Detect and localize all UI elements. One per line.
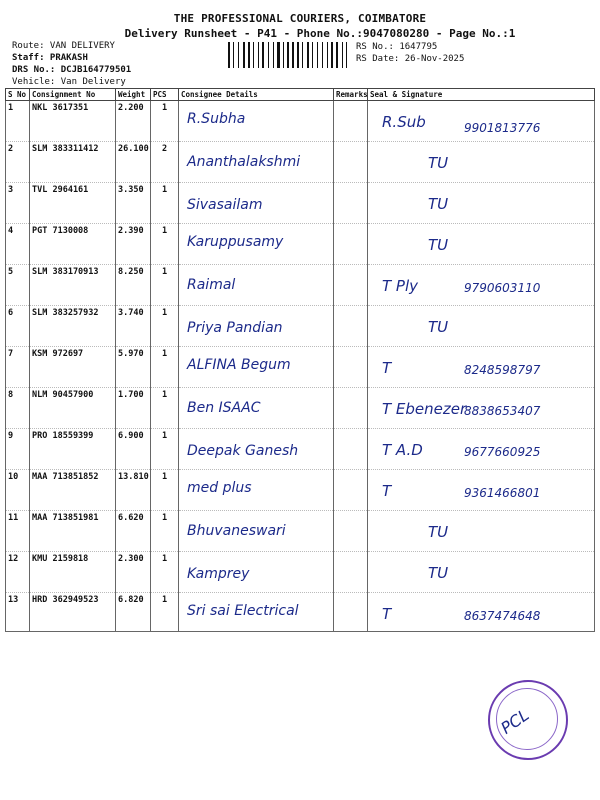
handwritten-consignee: Ananthalakshmi [187, 154, 301, 170]
handwritten-signature: TU [428, 236, 449, 254]
col-seal-signature: Seal & Signature [368, 89, 595, 101]
row-signature [368, 429, 595, 470]
row-signature [368, 142, 595, 183]
row-consignee [179, 183, 334, 224]
row-signature [368, 511, 595, 552]
company-title: THE PROFESSIONAL COURIERS, COIMBATORE [173, 12, 427, 25]
drs-field: DRS No.: DCJB164779501 [12, 65, 132, 75]
row-weight: 3.740 [116, 306, 151, 347]
row-consignee [179, 347, 334, 388]
row-consignment-no: NLM 90457900 [30, 388, 116, 429]
handwritten-signature: T Ebenezer [382, 400, 467, 418]
row-signature [368, 183, 595, 224]
handwritten-phone: 9361466801 [464, 486, 541, 500]
row-consignment-no: NKL 3617351 [30, 101, 116, 142]
row-consignee [179, 511, 334, 552]
row-consignee [179, 552, 334, 593]
handwritten-phone: 9901813776 [464, 121, 541, 135]
row-weight: 8.250 [116, 265, 151, 306]
row-remarks [334, 470, 368, 511]
row-signature [368, 265, 595, 306]
row-sno: 12 [6, 552, 30, 593]
handwritten-phone: 9677660925 [464, 445, 541, 459]
rs-number-field: RS No.: 1647795 [356, 42, 438, 52]
row-remarks [334, 265, 368, 306]
row-sno: 7 [6, 347, 30, 388]
handwritten-consignee: Sivasailam [187, 197, 263, 213]
row-pcs: 1 [151, 306, 179, 347]
row-pcs: 1 [151, 224, 179, 265]
row-sno: 9 [6, 429, 30, 470]
row-weight: 5.970 [116, 347, 151, 388]
row-sno: 4 [6, 224, 30, 265]
row-consignee [179, 265, 334, 306]
runsheet-subtitle: Delivery Runsheet - P41 - Phone No.:9047080280 - Page No.:1 [124, 27, 516, 40]
row-consignee [179, 388, 334, 429]
row-consignee [179, 142, 334, 183]
row-sno: 11 [6, 511, 30, 552]
row-remarks [334, 511, 368, 552]
row-signature [368, 101, 595, 142]
row-pcs: 2 [151, 142, 179, 183]
row-weight: 6.900 [116, 429, 151, 470]
table-row [6, 183, 595, 224]
handwritten-phone: 8248598797 [464, 363, 541, 377]
rs-date-field: RS Date: 26-Nov-2025 [356, 54, 465, 64]
col-remarks: Remarks [334, 89, 368, 101]
handwritten-consignee: Deepak Ganesh [187, 443, 299, 459]
table-header-row [6, 89, 595, 101]
row-consignment-no: KMU 2159818 [30, 552, 116, 593]
row-pcs: 1 [151, 511, 179, 552]
row-sno: 5 [6, 265, 30, 306]
row-signature [368, 388, 595, 429]
handwritten-phone: 9790603110 [464, 281, 541, 295]
row-pcs: 1 [151, 101, 179, 142]
row-remarks [334, 347, 368, 388]
handwritten-consignee: Ben ISAAC [187, 400, 261, 416]
handwritten-consignee: Bhuvaneswari [187, 523, 286, 539]
barcode-icon [228, 42, 352, 68]
row-remarks [334, 388, 368, 429]
handwritten-signature: TU [428, 154, 449, 172]
handwritten-signature: TU [428, 195, 449, 213]
row-consignment-no: SLM 383257932 [30, 306, 116, 347]
row-consignee [179, 429, 334, 470]
handwritten-signature: TU [428, 318, 449, 336]
row-remarks [334, 142, 368, 183]
vehicle-field: Vehicle: Van Delivery [12, 77, 126, 87]
row-pcs: 1 [151, 388, 179, 429]
table-row [6, 429, 595, 470]
handwritten-consignee: R.Subha [187, 111, 246, 127]
handwritten-consignee: ALFINA Begum [187, 357, 291, 373]
row-consignee [179, 470, 334, 511]
row-weight: 1.700 [116, 388, 151, 429]
row-weight: 26.100 [116, 142, 151, 183]
table-row [6, 470, 595, 511]
handwritten-signature: TU [428, 564, 449, 582]
row-signature [368, 593, 595, 632]
row-sno: 13 [6, 593, 30, 632]
row-remarks [334, 306, 368, 347]
row-pcs: 1 [151, 470, 179, 511]
row-signature [368, 552, 595, 593]
row-remarks [334, 224, 368, 265]
col-consignee: Consignee Details [179, 89, 334, 101]
table-row [6, 101, 595, 142]
table-row [6, 142, 595, 183]
row-remarks [334, 183, 368, 224]
row-pcs: 1 [151, 552, 179, 593]
col-weight: Weight [116, 89, 151, 101]
handwritten-consignee: Kamprey [187, 566, 250, 582]
row-pcs: 1 [151, 183, 179, 224]
row-pcs: 1 [151, 265, 179, 306]
row-weight: 13.810 [116, 470, 151, 511]
col-consignment: Consignment No [30, 89, 116, 101]
row-consignment-no: SLM 383311412 [30, 142, 116, 183]
row-consignment-no: MAA 713851852 [30, 470, 116, 511]
row-sno: 3 [6, 183, 30, 224]
staff-field: Staff: PRAKASH [12, 53, 88, 63]
row-weight: 2.390 [116, 224, 151, 265]
table-row [6, 224, 595, 265]
table-row [6, 552, 595, 593]
row-sno: 8 [6, 388, 30, 429]
handwritten-signature: TU [428, 523, 449, 541]
row-weight: 2.300 [116, 552, 151, 593]
handwritten-consignee: Raimal [187, 277, 236, 293]
row-consignment-no: PRO 18559399 [30, 429, 116, 470]
handwritten-signature: T [382, 605, 392, 623]
row-sno: 1 [6, 101, 30, 142]
row-consignment-no: MAA 713851981 [30, 511, 116, 552]
row-consignment-no: HRD 362949523 [30, 593, 116, 632]
table-row [6, 265, 595, 306]
handwritten-signature: R.Sub [382, 113, 426, 131]
row-consignment-no: TVL 2964161 [30, 183, 116, 224]
table-row [6, 593, 595, 632]
runsheet-meta-right [356, 41, 464, 65]
table-row [6, 511, 595, 552]
handwritten-consignee: Sri sai Electrical [187, 603, 299, 619]
row-pcs: 1 [151, 429, 179, 470]
handwritten-signature: T A.D [382, 441, 423, 459]
row-remarks [334, 101, 368, 142]
row-consignee [179, 224, 334, 265]
col-pcs: PCS [151, 89, 179, 101]
table-row [6, 347, 595, 388]
route-field: Route: VAN DELIVERY [12, 41, 115, 51]
row-consignment-no: SLM 383170913 [30, 265, 116, 306]
table-row [6, 388, 595, 429]
handwritten-phone: 8838653407 [464, 404, 541, 418]
row-sno: 2 [6, 142, 30, 183]
row-consignment-no: KSM 972697 [30, 347, 116, 388]
row-weight: 2.200 [116, 101, 151, 142]
table-row [6, 306, 595, 347]
row-signature [368, 347, 595, 388]
row-remarks [334, 593, 368, 632]
handwritten-signature: T [382, 359, 392, 377]
row-weight: 6.620 [116, 511, 151, 552]
runsheet-meta-left [12, 40, 131, 88]
row-signature [368, 306, 595, 347]
row-weight: 6.820 [116, 593, 151, 632]
row-consignment-no: PGT 7130008 [30, 224, 116, 265]
handwritten-phone: 8637474648 [464, 609, 541, 623]
handwritten-consignee: med plus [187, 480, 252, 496]
handwritten-signature: T [382, 482, 392, 500]
row-consignee [179, 306, 334, 347]
row-signature [368, 470, 595, 511]
row-sno: 6 [6, 306, 30, 347]
row-remarks [334, 429, 368, 470]
col-sno: S No [6, 89, 30, 101]
handwritten-consignee: Priya Pandian [187, 320, 283, 336]
row-pcs: 1 [151, 347, 179, 388]
stamp-signature: PCL [497, 705, 533, 738]
row-remarks [334, 552, 368, 593]
handwritten-consignee: Karuppusamy [187, 234, 284, 250]
row-pcs: 1 [151, 593, 179, 632]
row-consignee [179, 593, 334, 632]
runsheet-table [5, 88, 595, 632]
row-signature [368, 224, 595, 265]
handwritten-signature: T Ply [382, 277, 419, 295]
row-consignee [179, 101, 334, 142]
row-weight: 3.350 [116, 183, 151, 224]
row-sno: 10 [6, 470, 30, 511]
